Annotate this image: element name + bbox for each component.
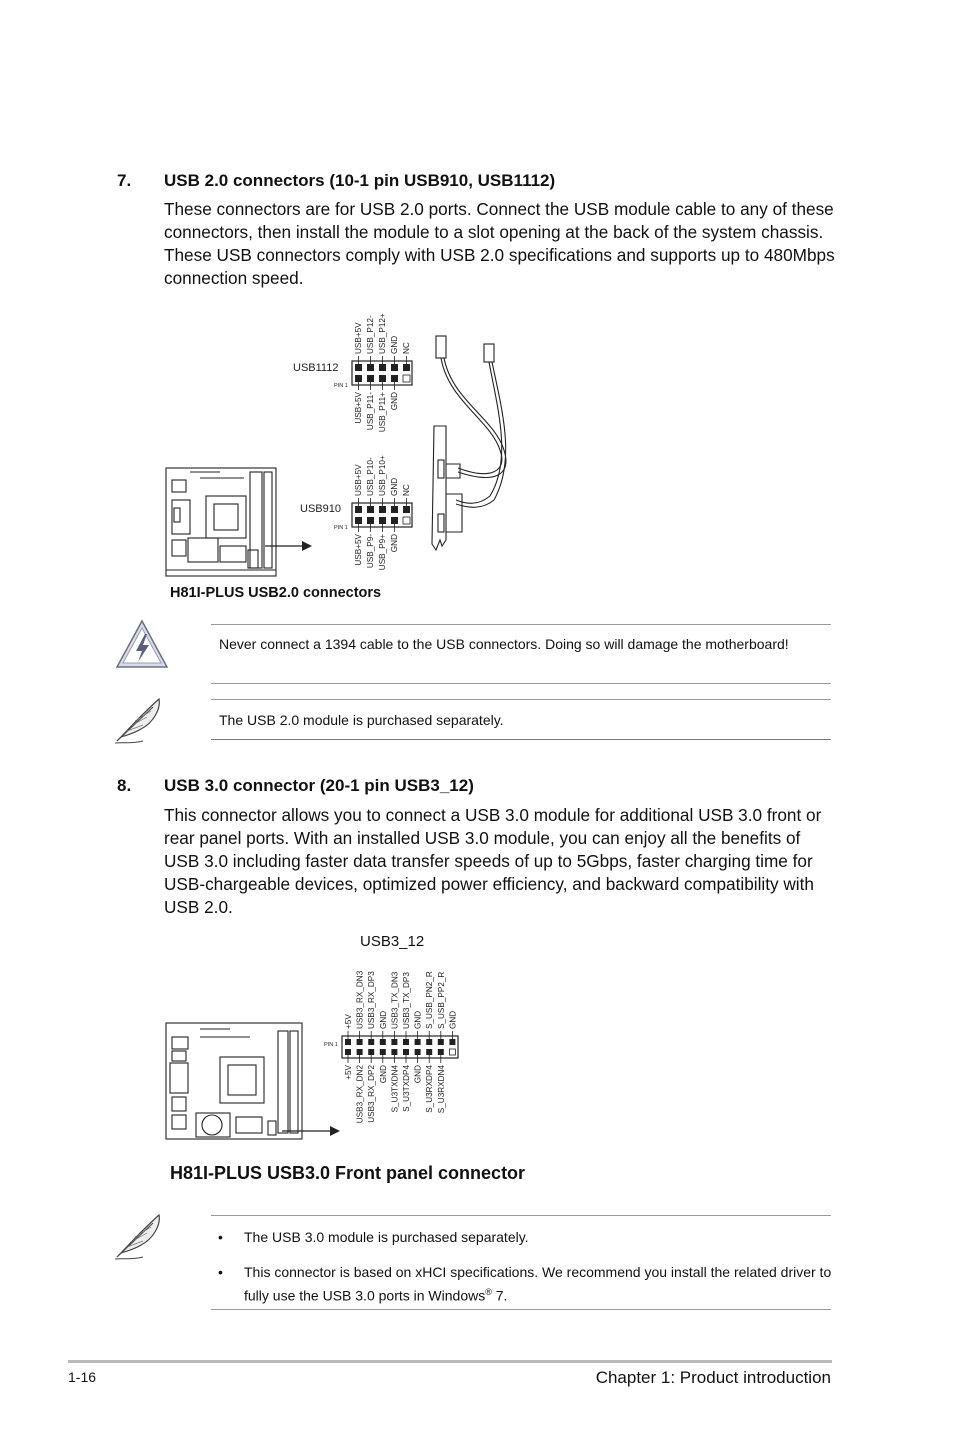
section-8-number: 8. bbox=[117, 776, 132, 795]
usb1112-label: USB1112 bbox=[293, 362, 339, 374]
note-rule bbox=[211, 683, 831, 684]
usb1112-top-pin: GND bbox=[390, 335, 399, 354]
info-note-1-text: The USB 2.0 module is purchased separately. bbox=[219, 712, 504, 728]
usb3-top-pin: S_USB_PN2_R bbox=[425, 971, 435, 1029]
usb1112-top-pin: NC bbox=[402, 342, 411, 354]
usb910-label: USB910 bbox=[300, 503, 341, 515]
usb910-bottom-pin: USB_P9- bbox=[366, 534, 375, 569]
section-7-body: These connectors are for USB 2.0 ports. Connect the USB module cable to any of these connectors, then install the module to a slot opening at the back of the system chassis. These USB connectors comply with USB 2.0 specifications and supports up to 480Mbps connection speed. bbox=[164, 199, 835, 288]
note-rule bbox=[211, 739, 831, 740]
usb3-bottom-pin: +5V bbox=[344, 1065, 353, 1080]
usb3-bottom-pin: S_U3TXDN4 bbox=[390, 1065, 400, 1113]
usb3-12-header bbox=[324, 970, 458, 1123]
usb1112-pin1-label: PIN 1 bbox=[334, 383, 348, 389]
note-rule bbox=[211, 1215, 831, 1216]
usb1112-top-pin: USB_P12+ bbox=[378, 313, 387, 354]
usb910-top-pin: USB_P10- bbox=[366, 457, 375, 496]
usb910-bottom-pin: USB+5V bbox=[354, 534, 363, 566]
usb3-top-pin: USB3_TX_DP3 bbox=[402, 972, 411, 1029]
list-item: • This connector is based on xHCI specifications. We recommend you install the related driver to fully use the USB 3.0 ports in Windows® 7. bbox=[210, 1262, 835, 1306]
feather-pen-icon bbox=[113, 695, 165, 745]
usb910-top-pin: USB_P10+ bbox=[378, 455, 387, 496]
usb3-bottom-pin: S_U3RXDP4 bbox=[425, 1065, 435, 1113]
usb3-top-pin: GND bbox=[448, 1010, 458, 1029]
usb3-top-pin: USB3_TX_DN3 bbox=[390, 971, 400, 1029]
usb2-figure-caption: H81I-PLUS USB2.0 connectors bbox=[170, 585, 382, 601]
usb-module-bracket-drawing bbox=[432, 336, 506, 550]
section-8-body: This connector allows you to connect a USB 3.0 module for additional USB 3.0 front or rear panel ports. With an installed USB 3.0 module, you can enjoy all the benefits of USB 3.0 including faster data transfer speeds of up to 5Gbps, faster charging time for USB-chargeable devices, optimized power efficiency, and backward compatibility with USB 2.0. bbox=[164, 805, 822, 917]
usb1112-header bbox=[293, 313, 412, 432]
usb3-bottom-pin: S_U3RXDN4 bbox=[436, 1065, 446, 1114]
usb3-connector-label: USB3_12 bbox=[360, 933, 425, 950]
page-number: 1-16 bbox=[68, 1369, 97, 1385]
usb1112-top-pin: USB+5V bbox=[354, 322, 363, 354]
section-7-number: 7. bbox=[117, 171, 132, 190]
usb1112-bottom-pin: GND bbox=[390, 392, 399, 411]
usb3-connector-figure bbox=[160, 925, 580, 1190]
info-note-2-list bbox=[210, 1227, 835, 1306]
motherboard-drawing bbox=[166, 1023, 302, 1139]
usb1112-bottom-pin: USB_P11+ bbox=[378, 392, 387, 433]
usb1112-top-pin: USB_P12- bbox=[366, 315, 375, 354]
usb3-top-pin: USB3_RX_DP3 bbox=[367, 971, 377, 1029]
usb3-bottom-pin: USB3_RX_DN2 bbox=[355, 1065, 365, 1124]
usb1112-bottom-pin: USB_P11- bbox=[366, 392, 375, 431]
note-rule bbox=[211, 699, 831, 700]
footer-rule bbox=[68, 1360, 832, 1363]
section-7-title: USB 2.0 connectors (10-1 pin USB910, USB1112) bbox=[164, 171, 556, 190]
usb910-top-pin: NC bbox=[402, 484, 411, 496]
usb3-top-pin: GND bbox=[413, 1010, 423, 1029]
section-8-title: USB 3.0 connector (20-1 pin USB3_12) bbox=[164, 776, 474, 795]
usb3-top-pin: GND bbox=[378, 1010, 388, 1029]
usb3-top-pin: S_USB_PP2_R bbox=[436, 971, 446, 1029]
list-item: • The USB 3.0 module is purchased separately. bbox=[210, 1227, 835, 1247]
usb910-top-pin: GND bbox=[390, 477, 399, 496]
usb2-connectors-figure bbox=[160, 300, 720, 601]
usb910-pin1-label: PIN 1 bbox=[334, 525, 348, 531]
warning-note-text: Never connect a 1394 cable to the USB connectors. Doing so will damage the motherboard! bbox=[219, 636, 789, 652]
usb3-pin1-label: PIN 1 bbox=[324, 1042, 338, 1048]
usb910-header bbox=[300, 455, 412, 570]
usb3-bottom-pin: S_U3TXDP4 bbox=[402, 1065, 411, 1112]
note-rule bbox=[211, 624, 831, 625]
usb3-bottom-pin: GND bbox=[378, 1065, 388, 1084]
usb3-top-pin: +5V bbox=[344, 1014, 353, 1029]
usb3-top-pin: USB3_RX_DN3 bbox=[355, 970, 365, 1029]
usb910-bottom-pin: GND bbox=[390, 534, 399, 553]
usb910-top-pin: USB+5V bbox=[354, 464, 363, 496]
trademark-symbol: ® bbox=[485, 1287, 492, 1297]
warning-triangle-icon bbox=[114, 618, 170, 670]
chapter-title: Chapter 1: Product introduction bbox=[595, 1368, 831, 1387]
usb1112-bottom-pin: USB+5V bbox=[354, 392, 363, 424]
feather-pen-icon bbox=[113, 1211, 165, 1261]
usb910-bottom-pin: USB_P9+ bbox=[378, 534, 387, 571]
usb3-figure-caption: H81I-PLUS USB3.0 Front panel connector bbox=[170, 1163, 526, 1183]
usb3-bottom-pin: USB3_RX_DP2 bbox=[367, 1065, 377, 1123]
note-rule bbox=[211, 1309, 831, 1310]
motherboard-drawing bbox=[166, 468, 276, 576]
usb3-bottom-pin: GND bbox=[413, 1065, 423, 1084]
